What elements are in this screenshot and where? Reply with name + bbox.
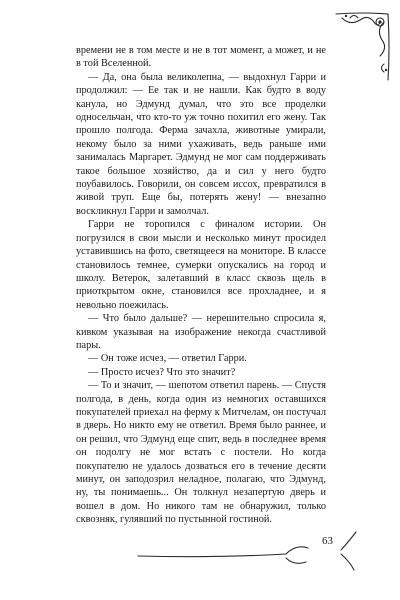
page-body [76, 44, 326, 527]
paragraph: времени не в том месте и не в тот момент, а может, и не в той Вселенной. [76, 45, 326, 70]
corner-ornament [330, 8, 394, 84]
paragraph: — Да, она была великолепна, — выдохнул Гарри и продолжил: — Ее так и не нашли. Как будто в воду канула, но Эдмунд думал, что это все проделки односельчан, что кто-то уж точно похитил его жену. Так прошло полгода. Ферма зачахла, животные умирали, некому было за ними ухаживать, ведь раньше ими занималась Маргарет. Эдмунд не мог сам поддерживать такое большое хозяйство, да и сил у него будто поубавилось. Говорили, он совсем иссох, превратился в живой труп. Еще бы, потерять жену! — внезапно воскликнул Гарри и замолчал. [76, 71, 326, 217]
paragraph: — Просто исчез? Что это значит? [88, 366, 236, 378]
paragraph: — То и значит, — шепотом ответил парень. — Спустя полгода, в день, когда один из немногих оставшихся покупателей приехал на ферму к Митчелам, он постучал в дверь. Но никто ему не ответил. Время было раннее, и он решил, что Эдмунд еще спит, ведь в последнее время он подолгу не мог встать с постели. Но когда покупателю не удалось дозваться его в течение десяти минут, он заподозрил неладное, полагаю, что Эдмунд, ну, ты понимаешь... Он толкнул незапертую дверь и вошел в дом. Но никого там не обнаружил, только сквозняк, гулявший по пустынной гостиной. [76, 380, 326, 526]
paragraph: — Он тоже исчез, — ответил Гарри. [88, 353, 247, 365]
paragraph: Гарри не торопился с финалом истории. Он погрузился в свои мысли и несколько минут просидел уставившись на фото, светящееся на мониторе. В классе становилось темнее, сумерки опускались на город и школу. Ветерок, залетавший в класс сквозь щель в приоткрытом окне, становился все прохладнее, и я невольно поежилась. [76, 219, 326, 311]
page-number: 63 [322, 535, 333, 547]
paragraph: — Что было дальше? — нерешительно спросила я, кивком указывая на изображение некогда счастливой пары. [76, 313, 326, 351]
